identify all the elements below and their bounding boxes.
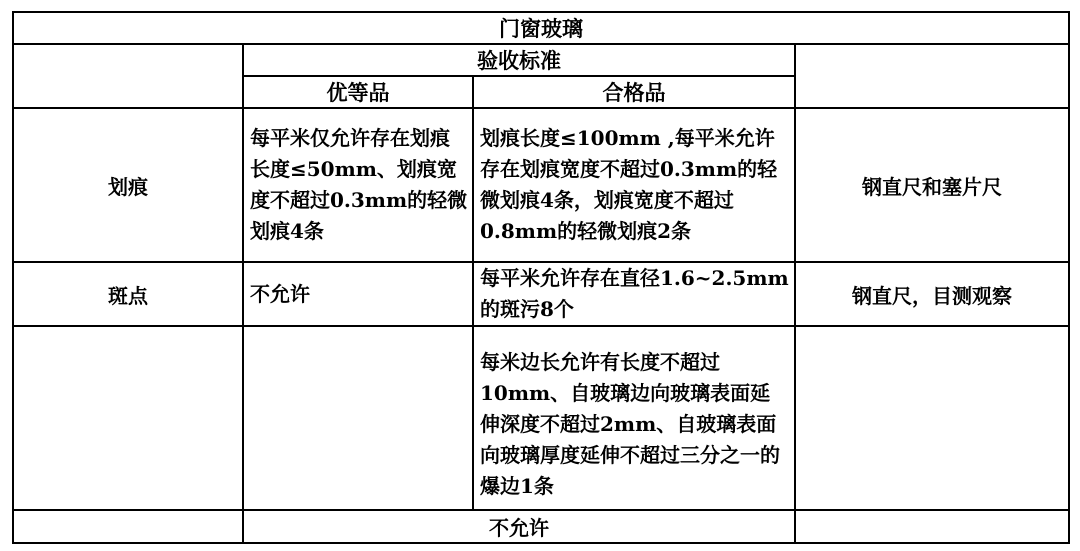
row-method [795,510,1069,543]
row-item: 划痕 [13,108,243,262]
row-qualified-text: 每平米允许存在直径1.6~2.5mm的斑污8个 [473,262,795,326]
row-item: 斑点 [13,262,243,326]
table-row [13,326,1069,510]
table-row [13,510,1069,543]
row-qualified-text: 每米边长允许有长度不超过10mm、自玻璃边向玻璃表面延伸深度不超过2mm、自玻璃表面向玻璃厚度延伸不超过三分之一的爆边1条 [473,326,795,510]
header-premium-grade: 优等品 [243,76,473,108]
row-method [795,326,1069,510]
row-method: 钢直尺，目测观察 [795,262,1069,326]
glass-acceptance-table [12,11,1070,544]
table-row [13,108,1069,262]
row-item [13,326,243,510]
row-premium-text: 每平米仅允许存在划痕长度≤50mm、划痕宽度不超过0.3mm的轻微划痕4条 [243,108,473,262]
header-acceptance-standard: 验收标准 [243,44,795,76]
row-merged-text: 不允许 [243,510,795,543]
row-item [13,510,243,543]
row-premium-text [243,326,473,510]
table-row [13,262,1069,326]
row-qualified-text: 划痕长度≤100mm ,每平米允许存在划痕宽度不超过0.3mm的轻微划痕4条，划痕宽度不超过0.8mm的轻微划痕2条 [473,108,795,262]
table-title: 门窗玻璃 [13,12,1069,44]
row-premium-text: 不允许 [243,262,473,326]
header-qualified-grade: 合格品 [473,76,795,108]
header-method-cell [795,44,1069,108]
row-method: 钢直尺和塞片尺 [795,108,1069,262]
header-item-cell [13,44,243,108]
